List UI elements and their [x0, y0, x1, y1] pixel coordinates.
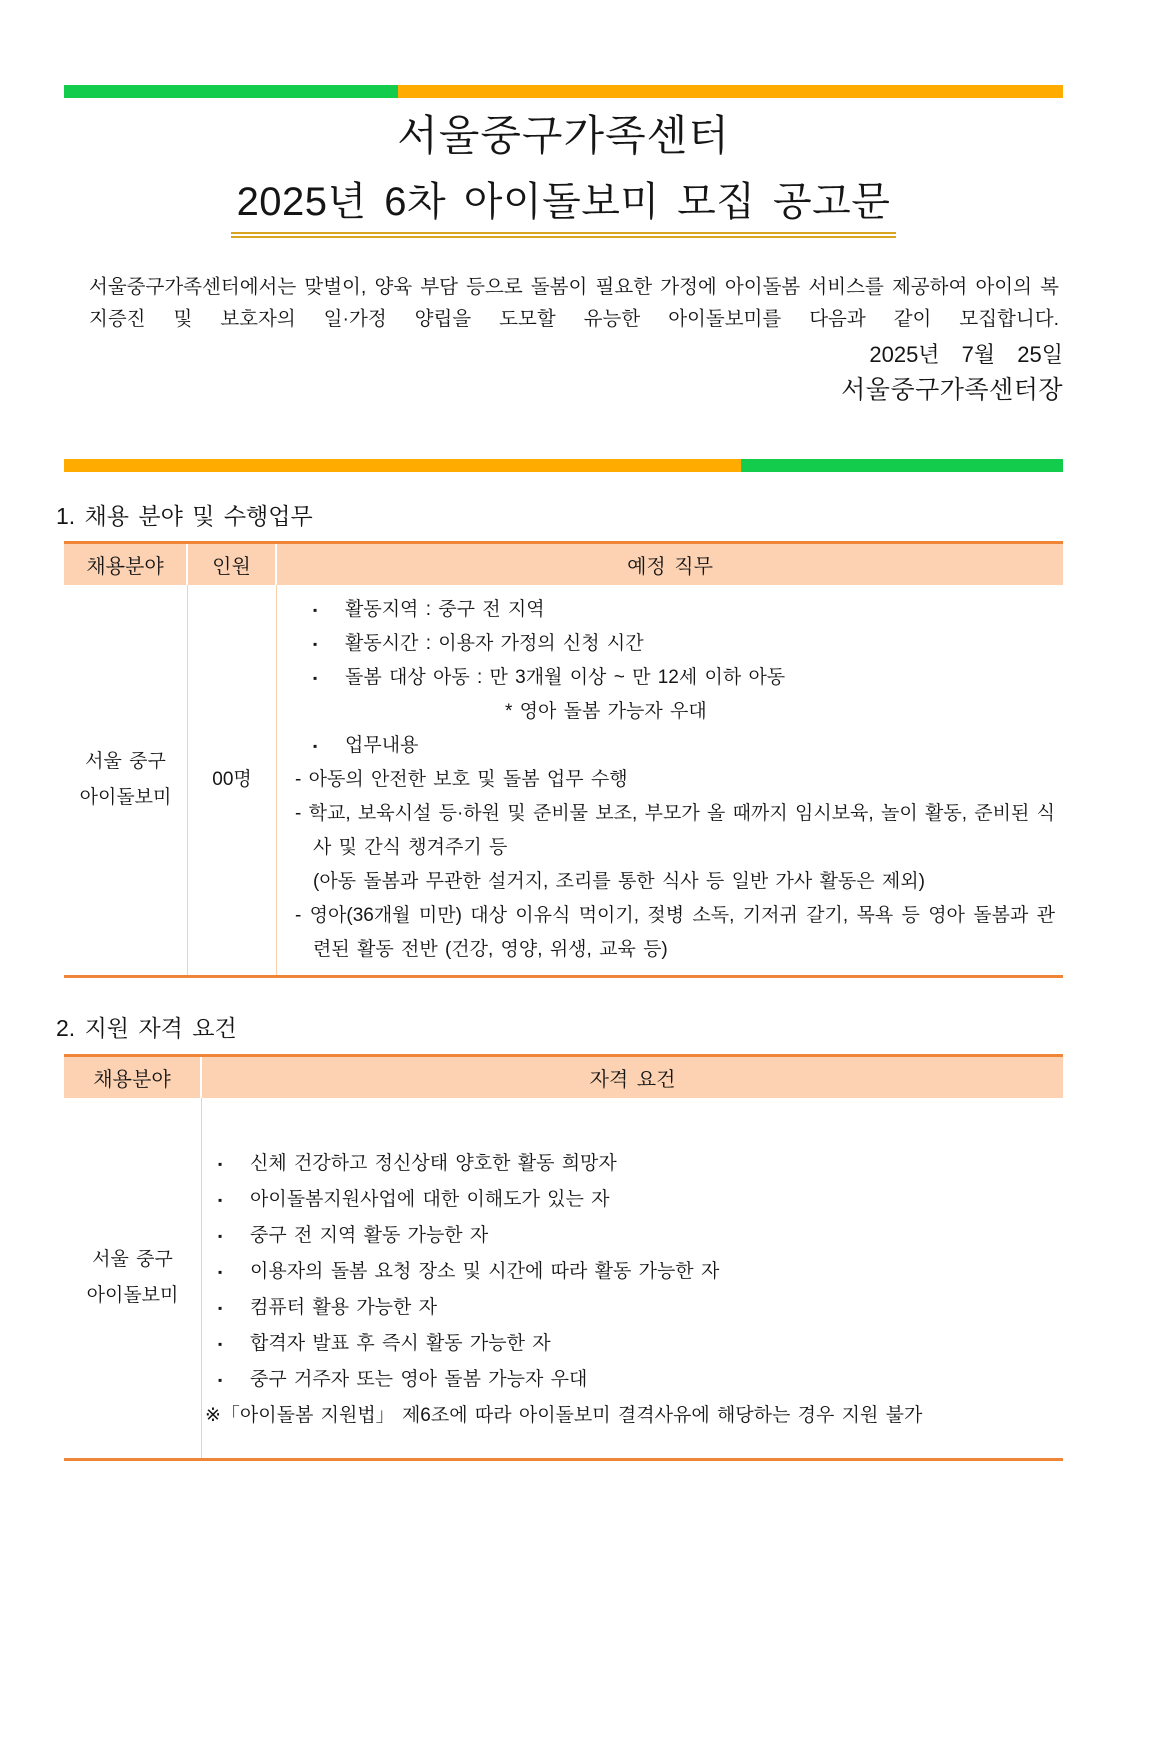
bullet-square-icon: ▪ [313, 739, 318, 754]
list-line-bullet: ▪ 이용자의 돌봄 요청 장소 및 시간에 따라 활동 가능한 자 [202, 1254, 1055, 1290]
amber-bar-segment [398, 85, 1063, 98]
section2-heading: 2. 지원 자격 요건 [56, 1015, 237, 1042]
green-bar-segment [64, 85, 398, 98]
list-line-bullet: ▪ 중구 전 지역 활동 가능한 자 [202, 1218, 1055, 1254]
bullet-square-icon: ▪ [218, 1193, 223, 1208]
list-line-bullet: ▪ 업무내용 [285, 729, 1055, 763]
table1-header-field: 채용분야 [64, 544, 188, 585]
table1-header-count: 인원 [188, 544, 277, 585]
list-line-bullet: ▪ 합격자 발표 후 즉시 활동 가능한 자 [202, 1326, 1055, 1362]
field-line: 서울 중구 [85, 751, 166, 773]
accent-bar-top [64, 85, 1063, 98]
notice-date: 2025년 7월 25일 [869, 342, 1063, 368]
green-bar-segment [741, 459, 1063, 472]
field-line: 아이돌보미 [79, 787, 172, 809]
list-line-dash: - 영아(36개월 미만) 대상 이유식 먹이기, 젖병 소독, 기저귀 갈기, 목욕 등 영아 돌봄과 관련된 활동 전반 (건강, 영양, 위생, 교육 등) [295, 905, 1055, 961]
table1-cell-field [64, 585, 188, 975]
list-line-dash: - 아동의 안전한 보호 및 돌봄 업무 수행 [295, 769, 628, 791]
bullet-square-icon: ▪ [313, 603, 318, 618]
field-line: 아이돌보미 [86, 1285, 179, 1307]
recruitment-table [64, 541, 1063, 978]
document-content [56, 85, 1063, 1461]
list-line-bullet: ▪ 활동지역 : 중구 전 지역 [285, 593, 1055, 627]
list-line-bullet: ▪ 활동시간 : 이용자 가정의 신청 시간 [285, 627, 1055, 661]
list-line-dash: - 학교, 보육시설 등·하원 및 준비물 보조, 부모가 올 때까지 임시보육, 놀이 활동, 준비된 식사 및 간식 챙겨주기 등 [295, 803, 1055, 859]
table2-header-requirements: 자격 요건 [202, 1057, 1063, 1098]
document-page [0, 85, 1170, 1742]
qualification-table [64, 1054, 1063, 1461]
bullet-square-icon: ▪ [218, 1229, 223, 1244]
bullet-square-icon: ▪ [218, 1373, 223, 1388]
list-line-cont: (아동 돌봄과 무관한 설거지, 조리를 통한 식사 등 일반 가사 활동은 제외) [313, 871, 925, 893]
bullet-square-icon: ▪ [218, 1265, 223, 1280]
table2-header-field: 채용분야 [64, 1057, 202, 1098]
list-line-bullet: ▪ 컴퓨터 활용 가능한 자 [202, 1290, 1055, 1326]
table2-cell-requirements [202, 1098, 1063, 1458]
list-line-note: ※「아이돌봄 지원법」 제6조에 따라 아이돌보미 결격사유에 해당하는 경우 지원 불가 [205, 1405, 923, 1427]
document-subtitle-wrap [64, 180, 1063, 238]
section1-heading: 1. 채용 분야 및 수행업무 [56, 503, 313, 530]
bullet-square-icon: ▪ [313, 671, 318, 686]
document-title: 서울중구가족센터 [397, 112, 730, 159]
bullet-square-icon: ▪ [313, 637, 318, 652]
amber-bar-segment [64, 459, 741, 472]
field-line: 서울 중구 [92, 1249, 173, 1271]
table1-cell-count: 00명 [188, 585, 277, 975]
document-subtitle: 2025년 6차 아이돌보미 모집 공고문 [231, 180, 897, 238]
intro-paragraph: 서울중구가족센터에서는 맞벌이, 양육 부담 등으로 돌봄이 필요한 가정에 아이돌봄 서비스를 제공하여 아이의 복지증진 및 보호자의 일·가정 양립을 도모할 유능한 아이돌보미를 다음과 같이 모집합니다. [89, 276, 1059, 331]
list-line-sub: * 영아 돌봄 가능자 우대 [505, 701, 707, 723]
list-line-bullet: ▪ 돌봄 대상 아동 : 만 3개월 이상 ~ 만 12세 이하 아동 [285, 661, 1055, 695]
accent-bar-middle [64, 459, 1063, 472]
table1-cell-duties [277, 585, 1063, 975]
bullet-square-icon: ▪ [218, 1157, 223, 1172]
bullet-square-icon: ▪ [218, 1337, 223, 1352]
list-line-bullet: ▪ 중구 거주자 또는 영아 돌봄 가능자 우대 [202, 1362, 1055, 1398]
signature-title: 서울중구가족센터장 [841, 376, 1063, 405]
table2-cell-field [64, 1098, 202, 1458]
bullet-square-icon: ▪ [218, 1301, 223, 1316]
list-line-bullet: ▪ 아이돌봄지원사업에 대한 이해도가 있는 자 [202, 1182, 1055, 1218]
table1-header-duties: 예정 직무 [277, 544, 1063, 585]
list-line-bullet: ▪ 신체 건강하고 정신상태 양호한 활동 희망자 [202, 1146, 1055, 1182]
